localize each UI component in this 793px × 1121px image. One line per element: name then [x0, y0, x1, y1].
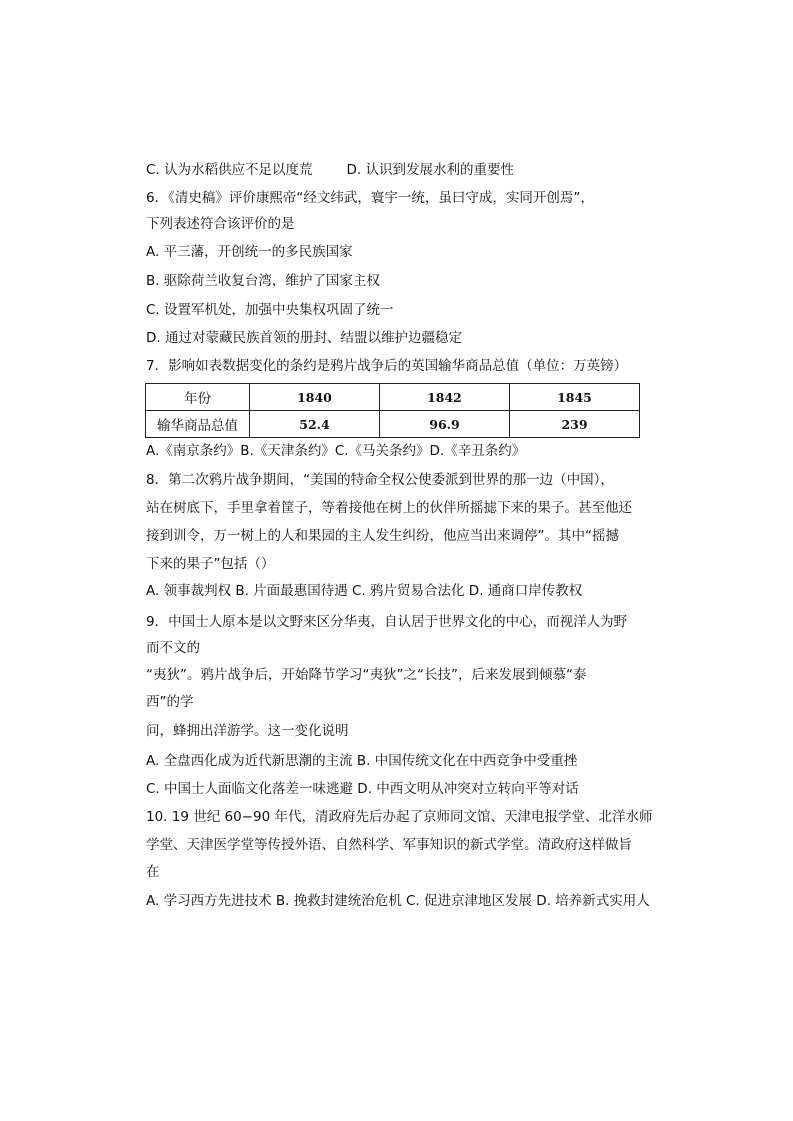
q6-option-d: D. 通过对蒙藏民族首领的册封、结盟以维护边疆稳定 — [146, 330, 462, 346]
table-row — [146, 384, 640, 411]
table-cell-value: 52.4 — [250, 411, 380, 438]
q9-stem-line-1: 9．中国士人原本是以文野来区分华夷，自认居于世界文化的中心，而视洋人为野 — [146, 614, 628, 630]
q8-stem-line-4: 下来的果子”包括（） — [146, 556, 275, 572]
q6-stem-line-2: 下列表述符合该评价的是 — [146, 216, 295, 232]
q6-option-a: A. 平三藩，开创统一的多民族国家 — [146, 244, 353, 260]
q9-options-ab: A. 全盘西化成为近代新思潮的主流 B. 中国传统文化在中西竞争中受重挫 — [146, 753, 578, 769]
q8-stem-line-1: 8．第二次鸦片战争期间，“美国的特命全权公使委派到世界的那一边（中国）， — [146, 472, 614, 488]
q10-options: A. 学习西方先进技术 B. 挽救封建统治危机 C. 促进京津地区发展 D. 培养新式实用人 — [146, 893, 650, 909]
table-cell-value: 96.9 — [380, 411, 510, 438]
q5-option-c: C. 认为水稻供应不足以度荒 — [146, 162, 313, 178]
q6-option-c: C. 设置军机处，加强中央集权巩固了统一 — [146, 302, 394, 318]
q5-options-cd — [146, 160, 514, 180]
table-cell-value: 239 — [510, 411, 640, 438]
q9-stem-line-2: 而不文的 — [146, 640, 200, 656]
q7-options: A.《南京条约》B.《天津条约》C.《马关条约》D.《辛丑条约》 — [146, 443, 526, 459]
q9-stem-line-4: 西”的学 — [146, 694, 194, 710]
q8-options: A. 领事裁判权 B. 片面最惠国待遇 C. 鸦片贸易合法化 D. 通商口岸传教权 — [146, 583, 583, 599]
q7-data-table — [145, 383, 640, 438]
q10-stem-line-2: 学堂、天津医学堂等传授外语、自然科学、军事知识的新式学堂。清政府这样做旨 — [146, 837, 632, 853]
q8-stem-line-2: 站在树底下，手里拿着筐子，等着接他在树上的伙伴所摇摅下来的果子。甚至他还 — [146, 500, 632, 516]
table-row — [146, 411, 640, 438]
q7-stem: 7．影响如表数据变化的条约是鸦片战争后的英国输华商品总值（单位：万英镑） — [146, 358, 628, 374]
q6-stem-line-1: 6．《清史稿》评价康熙帝“经文纬武，寰宇一统，虽曰守成，实同开创焉”， — [146, 190, 594, 206]
table-cell-year: 1842 — [380, 384, 510, 411]
table-header-year: 年份 — [146, 384, 250, 411]
q10-stem-line-1: 10. 19 世纪 60−90 年代，清政府先后办起了京师同文馆、天津电报学堂、北洋水师 — [146, 809, 653, 825]
table-cell-year: 1840 — [250, 384, 380, 411]
table-cell-year: 1845 — [510, 384, 640, 411]
q10-stem-line-3: 在 — [146, 864, 160, 880]
q6-option-b: B. 驱除荷兰收复台湾，维护了国家主权 — [146, 273, 380, 289]
q8-stem-line-3: 接到训令，万一树上的人和果园的主人发生纠纷，他应当出来调停”。其中“摇撼 — [146, 528, 619, 544]
q5-option-d: D. 认识到发展水利的重要性 — [346, 162, 514, 178]
table-header-value: 输华商品总值 — [146, 411, 250, 438]
q9-stem-line-5: 问，蜂拥出洋游学。这一变化说明 — [146, 723, 349, 739]
q9-options-cd: C. 中国士人面临文化落差一味逃避 D. 中西文明从冲突对立转向平等对话 — [146, 781, 579, 797]
q9-stem-line-3: “夷狄”。鸦片战争后，开始降节学习“夷狄”之“长技”，后来发展到倾慕“泰 — [146, 667, 587, 683]
